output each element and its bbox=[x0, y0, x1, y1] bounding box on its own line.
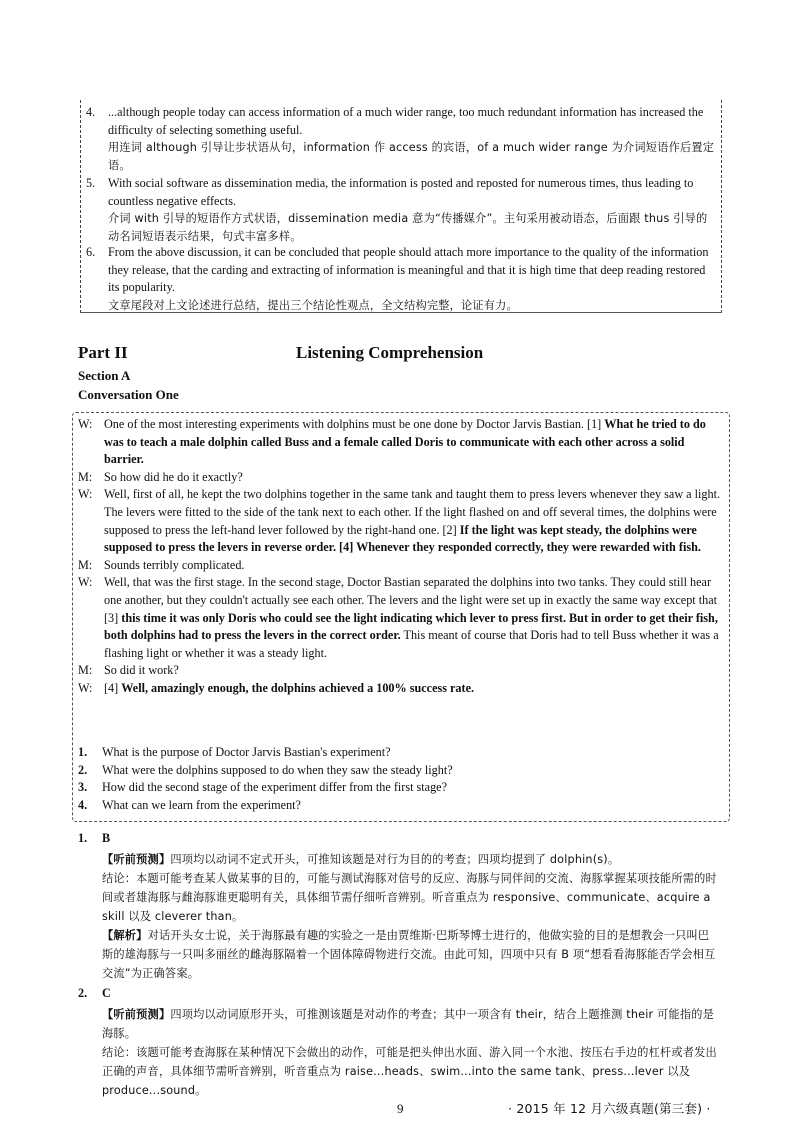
analysis-label: 【解析】 bbox=[102, 929, 148, 942]
note-number: 4. bbox=[86, 105, 96, 119]
speaker-label: W: bbox=[78, 575, 93, 590]
answer-clue-text: this time it was only Doris who could see the light indicating which lever to press first. But in order to get their fish, both dolphins had to press the levers in the correct order. bbox=[104, 610, 718, 643]
note-number: 5. bbox=[86, 176, 96, 190]
speaker-label: M: bbox=[78, 557, 93, 572]
page-number: 9 bbox=[397, 1101, 404, 1116]
source-label: · 2015 年 12 月六级真题(第三套) · bbox=[508, 1101, 711, 1116]
transcript-turn bbox=[72, 469, 722, 487]
utterance-text: Well, that was the first stage. In the second stage, Doctor Bastian separated the dolphins into two tanks. They could still hear one another, but they couldn't actually see each other. The levers and the light were set up in exactly the same way except that [3] bbox=[104, 575, 718, 625]
utterance-text: Sounds terribly complicated. bbox=[104, 557, 245, 572]
question-number: 2. bbox=[78, 762, 88, 777]
question-item bbox=[78, 797, 718, 815]
answer-clue-text: What he tried to do was to teach a male dolphin called Buss and a female called Doris to communicate with each other across a solid barrier. bbox=[104, 417, 706, 467]
question-text: How did the second stage of the experiment differ from the first stage? bbox=[102, 780, 447, 795]
question-list bbox=[78, 744, 718, 814]
transcript-turn bbox=[72, 486, 722, 556]
speaker-label: W: bbox=[78, 680, 93, 695]
transcript-turn bbox=[72, 574, 722, 662]
speaker-label: M: bbox=[78, 469, 93, 484]
utterance-text: So how did he do it exactly? bbox=[104, 469, 243, 484]
transcript-turn bbox=[72, 557, 722, 575]
answer-letter: B bbox=[102, 831, 111, 845]
utterance-text: Well, first of all, he kept the two dolphins together in the same tank and taught them to press levers whenever they saw a light. The levers were fitted to the side of the tank next to each other. If the light flashed on and off several times, the dolphins were supposed to press the left-hand lever followed by the right-hand one. [2] bbox=[104, 487, 721, 537]
answer-number: 1. bbox=[78, 831, 88, 845]
answer-letter: C bbox=[102, 986, 111, 1000]
analysis-label: 【听前预测】 bbox=[102, 853, 171, 866]
analysis-paragraph bbox=[102, 869, 718, 926]
answer-header bbox=[78, 985, 718, 1005]
answer-clue-text: Well, amazingly enough, the dolphins achieved a 100% success rate. bbox=[121, 680, 475, 695]
analysis-text: 对话开头女士说，关于海豚最有趣的实验之一是由贾维斯·巴斯琴博士进行的，他做实验的目的是想教会一只叫巴斯的雄海豚与一只叫多丽丝的雌海豚隔着一个固体障碍物进行交流。由此可知，四项中只有 B 项“想看看海豚能否学会相互交流”为正确答案。 bbox=[102, 929, 716, 980]
analysis-paragraph bbox=[102, 1005, 718, 1043]
note-item bbox=[86, 175, 716, 245]
speaker-label: W: bbox=[78, 417, 93, 431]
utterance bbox=[104, 557, 722, 575]
question-item bbox=[78, 762, 718, 780]
answer-number: 2. bbox=[78, 986, 88, 1000]
note-item bbox=[86, 104, 716, 174]
question-number: 4. bbox=[78, 797, 88, 812]
answer-header bbox=[78, 830, 718, 850]
utterance-text: So did it work? bbox=[104, 663, 179, 678]
utterance bbox=[104, 416, 722, 469]
analysis-text: 四项均以动词不定式开头，可推知该题是对行为目的的考查；四项均提到了 dolphin(s)。 bbox=[170, 853, 620, 866]
question-text: What is the purpose of Doctor Jarvis Bastian's experiment? bbox=[102, 745, 391, 759]
utterance bbox=[104, 574, 722, 662]
answer-block bbox=[78, 830, 718, 983]
utterance-text: One of the most interesting experiments with dolphins must be one done by Doctor Jarvis Bastian. [1] bbox=[104, 417, 605, 431]
analysis-paragraph bbox=[102, 926, 718, 983]
speaker-label: M: bbox=[78, 663, 93, 678]
note-chinese: 文章尾段对上文论述进行总结，提出三个结论性观点，全文结构完整，论证有力。 bbox=[108, 298, 518, 312]
conversation-label: Conversation One bbox=[78, 387, 179, 402]
transcript bbox=[72, 416, 722, 698]
utterance bbox=[104, 662, 722, 680]
question-number: 1. bbox=[78, 745, 88, 759]
section-label: Section A bbox=[78, 368, 131, 383]
utterance bbox=[104, 680, 722, 698]
analysis-text: 结论：该题可能考查海豚在某种情况下会做出的动作，可能是把头伸出水面、游入同一个水池、按压右手边的杠杆或者发出正确的声音，具体细节需听音辨别，听音重点为 raise...heads、swim...into the same tank、press...lever 以及 produce...sound。 bbox=[102, 1046, 717, 1097]
analysis-paragraph bbox=[102, 850, 718, 869]
analysis-label: 【听前预测】 bbox=[102, 1008, 171, 1021]
note-number: 6. bbox=[86, 245, 96, 259]
analysis-text: 结论：本题可能考查某人做某事的目的，可能与测试海豚对信号的反应、海豚与同伴间的交流、海豚掌握某项技能所需的时间或者雄海豚与雌海豚谁更聪明有关，具体细节需仔细听音辨别。听音重点为 responsive、communicate、acquire a skill 以及 cleverer than。 bbox=[102, 872, 717, 923]
question-item bbox=[78, 779, 718, 797]
question-item bbox=[78, 744, 718, 762]
question-number: 3. bbox=[78, 780, 88, 795]
note-item bbox=[86, 244, 716, 314]
analysis-paragraph bbox=[102, 1043, 718, 1100]
answer-block bbox=[78, 985, 718, 1100]
note-english: With social software as dissemination media, the information is posted and reposted for numerous times, thus leading to countless negative effects. bbox=[108, 176, 694, 208]
note-english: ...although people today can access information of a much wider range, too much redundant information has increased the difficulty of selecting something useful. bbox=[108, 105, 704, 137]
analysis-text: 四项均以动词原形开头，可推测该题是对动作的考查；其中一项含有 their，结合上题推测 their 可能指的是海豚。 bbox=[102, 1008, 715, 1040]
answer-clue-text: If the light was kept steady, the dolphins were supposed to press the levers in reverse order. [4] Whenever they responded correctly, they were rewarded with fish. bbox=[104, 522, 701, 555]
speaker-label: W: bbox=[78, 487, 93, 502]
part-label: Part II bbox=[78, 343, 128, 362]
note-chinese: 用连词 although 引导让步状语从句，information 作 access 的宾语，of a much wider range 为介词短语作后置定语。 bbox=[108, 141, 715, 172]
utterance-text: [4] bbox=[104, 680, 122, 695]
utterance-text: This meant of course that Doris had to tell Buss whether it was a flashing light or whether it was a steady light. bbox=[104, 628, 719, 660]
transcript-turn bbox=[72, 662, 722, 680]
utterance bbox=[104, 486, 722, 556]
transcript-turn bbox=[72, 680, 722, 698]
question-text: What were the dolphins supposed to do when they saw the steady light? bbox=[102, 762, 453, 777]
question-text: What can we learn from the experiment? bbox=[102, 797, 301, 812]
utterance bbox=[104, 469, 722, 487]
note-chinese: 介词 with 引导的短语作方式状语，dissemination media 意为“传播媒介”。主句采用被动语态，后面跟 thus 引导的动名词短语表示结果，句式丰富多样。 bbox=[108, 212, 708, 243]
transcript-turn bbox=[72, 416, 722, 469]
note-english: From the above discussion, it can be concluded that people should attach more importance to the quality of the information they release, that the carding and extracting of information is meaningful and that it is high time that deep reading restored its popularity. bbox=[108, 245, 709, 295]
part-title: Listening Comprehension bbox=[296, 343, 484, 362]
